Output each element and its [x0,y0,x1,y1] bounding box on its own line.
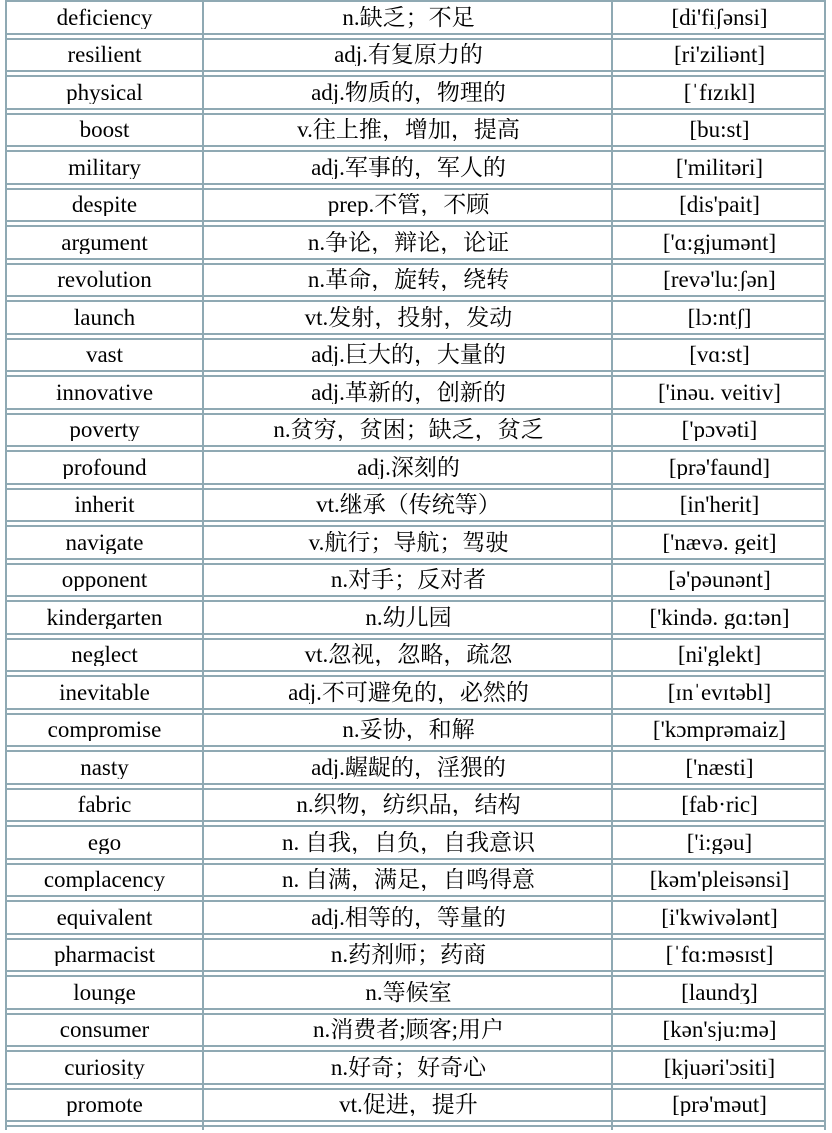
phonetic-cell: [kəm'pleisənsi] [649,868,790,892]
table-row [5,300,826,335]
table-row [5,225,826,260]
table-row [5,713,826,748]
word-cell: navigate [65,530,144,554]
table-row [5,450,826,485]
table-row [5,788,826,823]
word-cell: fabric [77,793,132,817]
definition-cell: n.争论，辩论，论证 [307,230,510,254]
column-divider-2 [611,0,613,1130]
definition-cell: vt.发射，投射，发动 [304,305,513,329]
phonetic-cell: [prə'faund] [668,455,771,479]
word-cell: vast [85,343,124,367]
table-row [5,900,826,935]
phonetic-cell: [ə'pəunənt] [668,568,771,592]
definition-cell: v.往上推，增加，提高 [297,118,520,142]
phonetic-cell: [revə'lu:ʃən] [663,268,776,292]
phonetic-cell: [in'herit] [679,493,760,517]
word-cell: inherit [74,493,135,517]
phonetic-cell: [ɪnˈevɪtəbl] [667,680,772,704]
vocab-table [5,0,826,1130]
phonetic-cell: ['inəu. veitiv] [658,380,781,404]
definition-cell: n.缺乏；不足 [342,5,475,29]
definition-cell: n.贫穷，贫困；缺乏，贫乏 [273,418,544,442]
word-cell: revolution [57,268,152,292]
word-cell: resilient [67,43,142,67]
definition-cell: vt.促进，提升 [339,1093,478,1117]
phonetic-cell: [bu:st] [689,118,750,142]
word-cell: military [68,155,141,179]
definition-cell: v.航行；导航；驾驶 [308,530,509,554]
phonetic-cell: ['kɔmprəmaiz] [652,718,787,742]
word-cell: lounge [73,980,136,1004]
word-cell: consumer [59,1018,150,1042]
word-cell: promote [66,1093,143,1117]
word-cell: launch [73,305,136,329]
word-cell: ego [87,830,122,854]
definition-cell: adj.军事的，军人的 [311,155,506,179]
word-cell: nasty [80,755,129,779]
word-cell: pharmacist [54,943,155,967]
table-row [5,825,826,860]
partial-table-row [5,1125,826,1133]
table-row [5,1013,826,1048]
table-row [5,488,826,523]
phonetic-cell: [laundʒ] [681,980,758,1004]
definition-cell: adj.不可避免的，必然的 [288,680,529,704]
phonetic-cell: [dis'pait] [679,193,760,217]
table-row [5,563,826,598]
word-cell: boost [79,118,130,142]
phonetic-cell: ['nævə. geit] [662,530,777,554]
phonetic-cell: ['militəri] [675,155,764,179]
table-row [5,750,826,785]
phonetic-cell: [ˈfɑ:məsɪst] [665,943,774,967]
word-cell: despite [71,193,138,217]
definition-cell: adj.有复原力的 [334,43,483,67]
phonetic-cell: ['næsti] [685,755,754,779]
table-row [5,413,826,448]
word-cell: inevitable [59,680,150,704]
phonetic-cell: [ni'glekt] [677,643,762,667]
word-cell: argument [61,230,148,254]
phonetic-cell: ['i:gəu] [686,830,753,854]
definition-cell: n. 自满，满足，自鸣得意 [282,868,535,892]
phonetic-cell: ['kində. gɑ:tən] [649,605,790,629]
phonetic-cell: [kjuəri'ɔsiti] [663,1055,776,1079]
definition-cell: adj.物质的，物理的 [311,80,506,104]
definition-cell: prep.不管，不顾 [327,193,490,217]
table-row [5,863,826,898]
definition-cell: n.等候室 [365,980,452,1004]
definition-cell: n. 自我，自负，自我意识 [282,830,535,854]
phonetic-cell: [vɑ:st] [689,343,750,367]
word-cell: compromise [47,718,162,742]
phonetic-cell: [lɔ:ntʃ] [687,305,752,329]
table-row [5,150,826,185]
definition-cell: adj.革新的，创新的 [311,380,506,404]
phonetic-cell: [prə'məut] [672,1093,767,1117]
table-row [5,75,826,110]
table-row [5,188,826,223]
word-cell: curiosity [64,1055,145,1079]
definition-cell: adj.巨大的，大量的 [311,343,506,367]
word-cell: physical [66,80,143,104]
table-row [5,638,826,673]
table-row [5,975,826,1010]
word-cell: opponent [61,568,148,592]
definition-cell: n.革命，旋转，绕转 [307,268,510,292]
word-cell: deficiency [56,5,153,29]
definition-cell: n.妥协，和解 [342,718,475,742]
phonetic-cell: [kən'sju:mə] [662,1018,777,1042]
definition-cell: adj.深刻的 [357,455,460,479]
definition-cell: adj.龌龊的，淫猥的 [311,755,506,779]
word-cell: equivalent [56,905,153,929]
table-row [5,1088,826,1123]
word-cell: poverty [69,418,140,442]
table-row [5,38,826,73]
definition-cell: n.幼儿园 [365,605,452,629]
word-cell: neglect [71,643,138,667]
table-row [5,0,826,35]
phonetic-cell: [ˈfɪzɪkl] [683,80,756,104]
phonetic-cell: [i'kwivələnt] [661,905,778,929]
table-left-border [5,0,7,1130]
definition-cell: n.对手；反对者 [330,568,487,592]
phonetic-cell: [di'fiʃənsi] [671,5,768,29]
definition-cell: vt.忽视，忽略，疏忽 [304,643,513,667]
table-row [5,525,826,560]
table-row [5,600,826,635]
phonetic-cell: [ri'ziliənt] [674,43,765,67]
table-right-border [824,0,826,1130]
table-row [5,375,826,410]
phonetic-cell: ['ɑ:gjumənt] [662,230,777,254]
definition-cell: n.消费者;顾客;用户 [312,1018,505,1042]
table-row [5,338,826,373]
definition-cell: n.织物，纺织品，结构 [296,793,521,817]
definition-cell: adj.相等的，等量的 [311,905,506,929]
definition-cell: vt.继承（传统等） [316,493,501,517]
table-row [5,263,826,298]
phonetic-cell: [fab·ric] [681,793,758,817]
table-row [5,113,826,148]
definition-cell: n.好奇；好奇心 [330,1055,487,1079]
word-cell: kindergarten [46,605,163,629]
word-cell: innovative [55,380,154,404]
word-cell: profound [62,455,147,479]
column-divider-1 [202,0,204,1130]
table-row [5,1050,826,1085]
table-row [5,938,826,973]
definition-cell: n.药剂师；药商 [330,943,487,967]
word-cell: complacency [43,868,166,892]
table-row [5,675,826,710]
phonetic-cell: ['pɔvəti] [681,418,758,442]
